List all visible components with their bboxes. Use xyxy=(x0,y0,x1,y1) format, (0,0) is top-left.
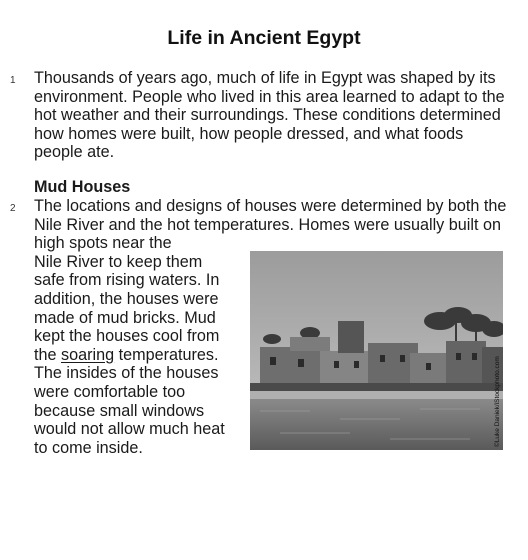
soaring-line-before: the xyxy=(34,345,62,364)
paragraph-1-line: hot weather and their surroundings. These conditions determined xyxy=(34,106,501,125)
soaring-line-after: temperatures. xyxy=(114,345,219,364)
article-title: Life in Ancient Egypt xyxy=(167,27,361,49)
paragraph-2-line: were comfortable too xyxy=(34,382,186,401)
paragraph-1 xyxy=(34,69,505,162)
paragraph-2-line: The locations and designs of houses were determined by both the xyxy=(34,197,507,215)
paragraph-2-line: made of mud bricks. Mud xyxy=(34,308,216,327)
paragraph-2-line: Nile River and the hot temperatures. Homes were usually built on xyxy=(34,215,501,234)
paragraph-2-line: because small windows xyxy=(34,401,205,420)
vocab-word-soaring: soaring xyxy=(61,345,115,364)
paragraph-1-line: people ate. xyxy=(34,143,115,162)
paragraph-2-line: would not allow much heat xyxy=(34,420,225,439)
paragraph-2-line: to come inside. xyxy=(34,438,143,457)
paragraph-2-line: Nile River to keep them xyxy=(34,252,203,271)
paragraph-2-line: kept the houses cool from xyxy=(34,327,220,346)
paragraph-2-line: The insides of the houses xyxy=(34,364,219,383)
paragraph-1-line: Thousands of years ago, much of life in Egypt was shaped by its xyxy=(34,69,496,87)
paragraph-number-1: 1 xyxy=(10,75,16,86)
paragraph-number-2: 2 xyxy=(10,203,16,214)
paragraph-1-line: how homes were built, how people dressed, and what foods xyxy=(34,124,464,143)
paragraph-2-line: safe from rising waters. In xyxy=(34,271,220,290)
mud-houses-photo xyxy=(250,251,503,450)
paragraph-1-line: environment. People who lived in this area learned to adapt to the xyxy=(34,87,505,106)
section-heading: Mud Houses xyxy=(34,178,131,196)
paragraph-2-line: addition, the houses were xyxy=(34,289,219,308)
paragraph-2-line: high spots near the xyxy=(34,234,172,253)
photo-credit: ©Luke Daniek/iStockphoto.com xyxy=(494,356,501,447)
